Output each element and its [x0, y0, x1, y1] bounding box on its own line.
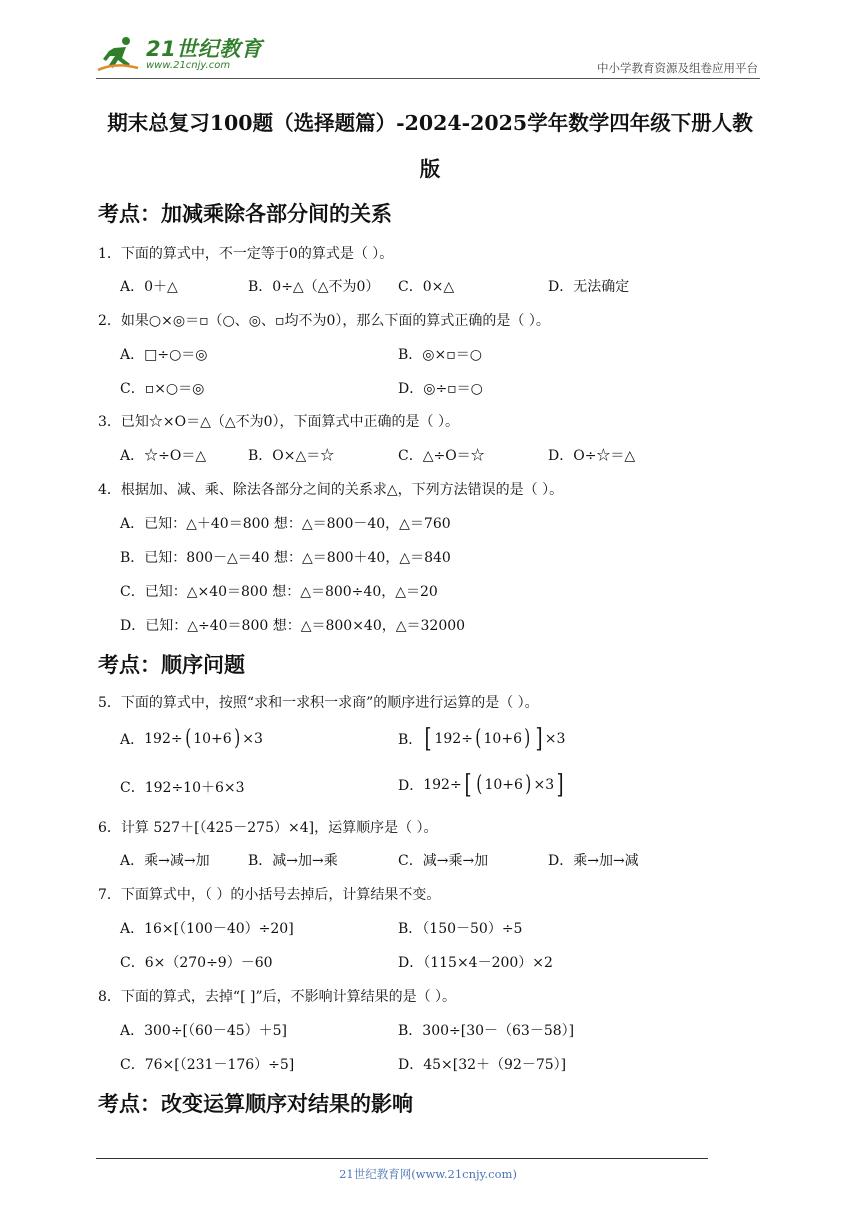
question-stem: 7．下面算式中，（ ）的小括号去掉后，计算结果不变。 — [98, 887, 441, 903]
option-d: D．乘→加→减 — [548, 853, 639, 869]
runner-logo-icon — [96, 34, 140, 74]
option-a: A．乘→减→加 — [120, 853, 210, 869]
logo-url: www.21cnjy.com — [146, 59, 231, 71]
option-a: A．300÷[（60－45）＋5] — [120, 1023, 288, 1039]
title-line-1: 期末总复习100题（选择题篇）-2024-2025学年数学四年级下册人教 — [107, 111, 753, 135]
option-c: C．192÷10＋6×3 — [120, 780, 245, 796]
document-title — [96, 100, 764, 192]
option-c: C．△÷O＝☆ — [398, 448, 485, 464]
option-b: B．已知：800－△＝40 想：△＝800＋40，△＝840 — [120, 550, 451, 566]
option-b: B．O×△＝☆ — [248, 448, 335, 464]
option-c: C．6×（270÷9）－60 — [120, 955, 273, 971]
option-d: D．O÷☆＝△ — [548, 448, 636, 464]
option-a: A．□÷○＝◎ — [120, 347, 208, 363]
footer-link[interactable]: 21世纪教育网(www.21cnjy.com) — [339, 1167, 517, 1181]
title-line-2: 版 — [419, 157, 441, 181]
logo — [96, 34, 262, 74]
option-d: D．（115×4－200）×2 — [398, 955, 553, 971]
question-stem: 2．如果○×◎＝▫（○、◎、▫均不为0），那么下面的算式正确的是（ ）。 — [98, 313, 550, 329]
section-heading: 考点：顺序问题 — [98, 653, 245, 677]
section-heading: 考点：加减乘除各部分间的关系 — [98, 202, 392, 226]
footer-divider — [96, 1158, 708, 1159]
question-stem: 3．已知☆×O＝△（△不为0），下面算式中正确的是（ ）。 — [98, 414, 460, 430]
option-d: D．◎÷▫＝○ — [398, 381, 483, 397]
option-d: D．45×[32＋（92－75）] — [398, 1057, 567, 1073]
option-b: B．0÷△（△不为0） — [248, 279, 380, 295]
logo-title: 21世纪教育 — [146, 36, 263, 61]
question-stem: 1．下面的算式中，不一定等于0的算式是（ ）。 — [98, 246, 394, 262]
question-stem: 8．下面的算式，去掉“[ ]”后，不影响计算结果的是（ ）。 — [98, 989, 457, 1005]
option-b: B．（150－50）÷5 — [398, 921, 523, 937]
option-a: A．16×[（100－40）÷20] — [120, 921, 294, 937]
option-c: C．▫×○＝◎ — [120, 381, 205, 397]
option-d: D．无法确定 — [548, 279, 630, 295]
question-stem: 5．下面的算式中，按照“求和一求积一求商”的顺序进行运算的是（ ）。 — [98, 695, 539, 711]
option-b: B．◎×▫＝○ — [398, 347, 482, 363]
option-c: C．已知：△×40＝800 想：△＝800÷40，△＝20 — [120, 584, 438, 600]
option-b: B． [ 192 ÷ ( 10 + 6 ) ] × 3 — [398, 724, 566, 754]
option-c: C．0×△ — [398, 279, 455, 295]
option-a: A． 192 ÷ ( 10 + 6 ) × 3 — [120, 726, 263, 751]
page-header — [96, 30, 760, 78]
option-a: A．☆÷O＝△ — [120, 448, 207, 464]
section-heading: 考点：改变运算顺序对结果的影响 — [98, 1092, 413, 1116]
option-c: C．减→乘→加 — [398, 853, 489, 869]
option-d: D．已知：△÷40＝800 想：△＝800×40，△＝32000 — [120, 618, 466, 634]
option-a: A．0＋△ — [120, 279, 178, 295]
question-stem: 6．计算 527＋[（425－275）×4]，运算顺序是（ ）。 — [98, 820, 438, 836]
option-c: C．76×[（231－176）÷5] — [120, 1057, 295, 1073]
option-a: A．已知：△＋40＝800 想：△＝800－40，△＝760 — [120, 516, 451, 532]
option-d: D． 192 ÷ [ ( 10 + 6 ) × 3 ] — [398, 770, 564, 800]
option-b: B．减→加→乘 — [248, 853, 338, 869]
platform-name: 中小学教育资源及组卷应用平台 — [597, 61, 758, 75]
question-stem: 4．根据加、减、乘、除法各部分之间的关系求△，下列方法错误的是（ ）。 — [98, 482, 564, 498]
header-divider — [96, 78, 760, 79]
option-b: B．300÷[30－（63－58）] — [398, 1023, 575, 1039]
